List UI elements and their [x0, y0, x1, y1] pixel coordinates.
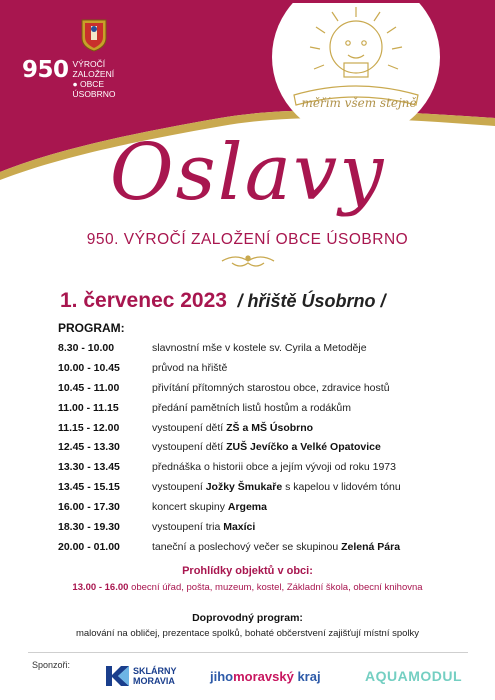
anniversary-number: 950 [22, 57, 69, 83]
program-item [58, 338, 488, 358]
anniversary-line: ÚSOBRNO [72, 89, 116, 99]
sklarny-logo-icon [104, 664, 130, 688]
program-item-text-tail: s kapelou v lidovém tónu [282, 481, 401, 494]
program-item-description [152, 541, 400, 553]
anniversary-text [73, 57, 116, 99]
sponsors-label: Sponzoři: [32, 660, 71, 670]
sponsor-jihomoravsky-kraj [210, 669, 321, 684]
event-date-line [60, 289, 385, 313]
program-item-time: 10.45 - 11.00 [58, 381, 120, 394]
program-item-time: 13.45 - 15.15 [58, 481, 120, 494]
program-item-description [152, 481, 401, 493]
side-program-title: Doprovodný program: [192, 612, 303, 624]
ornament-icon [218, 249, 278, 271]
program-item-text: vystoupení dětí [152, 421, 227, 434]
program-item-description [152, 501, 267, 513]
sponsor1-line1: SKLÁRNY [133, 666, 177, 676]
anniversary-badge [22, 57, 116, 99]
tours-line [0, 582, 495, 593]
program-item [58, 497, 488, 517]
program-item-performer: ZŠ a MŠ Úsobrno [226, 421, 314, 434]
program-item-text: vystoupení [152, 481, 206, 494]
program-item-performer: Jožky Šmukaře [205, 481, 283, 494]
side-program-description: malování na obličej, prezentace spolků, bohaté občerstvení zajišťují místní spolky [75, 628, 420, 639]
program-item-description [152, 461, 396, 473]
program-item-text: průvod na hřiště [152, 361, 228, 374]
program-item-time: 8.30 - 10.00 [58, 341, 115, 354]
page-title: Oslavy [109, 128, 386, 218]
program-item-text: přednáška o historii obce a jejím vývoji od roku 1973 [152, 461, 396, 474]
program-item-performer: Maxíci [223, 520, 256, 533]
sponsor2-part3: kraj [293, 669, 321, 684]
program-item [58, 537, 488, 557]
sponsor2-part1: jiho [210, 669, 234, 684]
footer-divider [28, 652, 468, 653]
tours-time: 13.00 - 16.00 [72, 582, 129, 593]
event-date: 1. červenec 2023 [60, 289, 227, 312]
event-venue: / hřiště Úsobrno / [237, 291, 386, 311]
tours-title: Prohlídky objektů v obci: [182, 565, 313, 577]
program-item-text: koncert skupiny [152, 501, 228, 514]
program-item [58, 398, 488, 418]
sponsor2-part2: moravský [233, 669, 294, 684]
program-item [58, 437, 488, 457]
program-item-text: taneční a poslechový večer se skupinou [152, 540, 342, 553]
program-item-description [152, 342, 367, 354]
program-item-time: 18.30 - 19.30 [58, 520, 120, 533]
sponsor1-name [133, 666, 177, 686]
program-item [58, 358, 488, 378]
program-item-description [152, 382, 390, 394]
program-item-time: 12.45 - 13.30 [58, 441, 120, 454]
program-item-description [152, 362, 227, 374]
program-item-time: 11.00 - 11.15 [58, 401, 119, 414]
program-item-text: slavnostní mše v kostele sv. Cyrila a Metoděje [152, 341, 367, 354]
motto-text: měřím všem stejně [301, 96, 417, 110]
program-item-time: 11.15 - 12.00 [58, 421, 120, 434]
sponsor-aquamodul: AQUAMODUL [365, 668, 463, 684]
program-item-description [152, 402, 351, 414]
program-item-time: 20.00 - 01.00 [58, 540, 120, 553]
program-item-time: 13.30 - 13.45 [58, 461, 120, 474]
program-item-text: vystoupení dětí [152, 441, 227, 454]
program-item [58, 418, 488, 438]
program-item-performer: ZUŠ Jevíčko a Velké Opatovice [226, 441, 381, 454]
coat-of-arms-icon [80, 18, 108, 52]
program-item-time: 10.00 - 10.45 [58, 361, 120, 374]
program-item [58, 517, 488, 537]
program-item-description [152, 441, 381, 453]
program-item-text: předání pamětních listů hostům a rodákům [152, 401, 352, 414]
program-item-time: 16.00 - 17.30 [58, 501, 120, 514]
program-label: PROGRAM: [58, 321, 125, 335]
program-item-description [152, 422, 313, 434]
anniversary-line: ● OBCE [72, 79, 105, 89]
program-item [58, 378, 488, 398]
sponsor-sklarny-moravia [104, 664, 177, 688]
program-item-performer: Zelená Pára [341, 540, 401, 553]
sponsor1-line2: MORAVIA [133, 676, 175, 686]
program-item-text: přivítání přítomných starostou obce, zdravice hostů [152, 381, 390, 394]
anniversary-line: ZALOŽENÍ [72, 69, 115, 79]
page-subtitle: 950. VÝROČÍ ZALOŽENÍ OBCE ÚSOBRNO [86, 231, 409, 248]
program-item-description [152, 521, 255, 533]
tours-places: obecní úřad, pošta, muzeum, kostel, Základní škola, obecní knihovna [131, 582, 423, 593]
program-list [58, 338, 488, 557]
program-item-text: vystoupení tria [152, 520, 224, 533]
anniversary-line: VÝROČÍ [72, 59, 106, 69]
program-item [58, 477, 488, 497]
program-item-performer: Argema [227, 501, 267, 514]
program-item [58, 457, 488, 477]
